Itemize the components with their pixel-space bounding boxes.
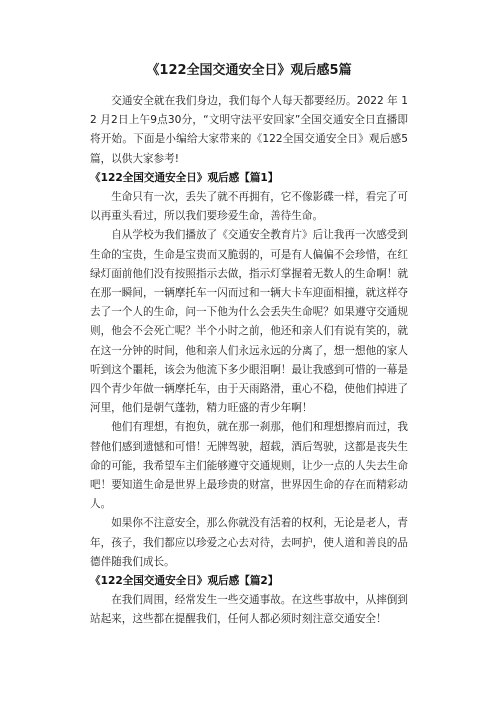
section-2-paragraph-1: 在我们周围，经常发生一些交通事故。在这些事故中，从摔倒到站起来，这些都在提醒我们，任何人都必须时刻注意交通安全！ xyxy=(90,594,408,626)
section-1-paragraph-3: 他们有理想，有抱负，就在那一刹那，他们和理想擦肩而过，我替他们感到遗憾和可惜！无牌驾驶，超载，酒后驾驶，这都是丧失生命的可能，我希望车主们能够遵守交通规则，让少一点的人失去生命吧！要知道生命是世界上最珍贵的财富，世界因生命的存在而精彩动人。 xyxy=(90,421,408,511)
section-1-paragraph-2: 自从学校为我们播放了《交通安全教育片》后让我再一次感受到生命的宝贵，生命是宝贵而又脆弱的，可是有人偏偏不会珍惜，在红绿灯面前他们没有按照指示去做，指示灯掌握着无数人的生命啊！就在那一瞬间，一辆摩托车一闪而过和一辆大卡车迎面相撞，就这样夺去了一个人的生命，问一下他为什么会丢失生命呢？如果遵守交通规则，他会不会死亡呢？半个小时之前，他还和亲人们有说有笑的，就在这一分钟的时间，他和亲人们永远永远的分离了，想一想他的家人听到这个噩耗，该会为他流下多少眼泪啊！最让我感到可惜的一幕是四个青少年做一辆摩托车，由于天雨路滑，重心不稳，使他们掉进了河里，他们是朝气蓬勃，精力旺盛的青少年啊！ xyxy=(90,229,408,415)
intro-paragraph: 交通安全就在我们身边，我们每个人每天都要经历。2022 年 12 月2日上午9点30分，“文明守法平安回家”全国交通安全日直播即将开始。下面是小编给大家带来的《122全国交通安全日》观后感5篇，以供大家参考! xyxy=(90,95,408,165)
section-1-heading: 《122全国交通安全日》观后感【篇1】 xyxy=(90,171,279,184)
document-page xyxy=(90,62,408,630)
section-2-heading: 《122全国交通安全日》观后感【篇2】 xyxy=(90,575,279,588)
section-1-paragraph-1: 生命只有一次，丢失了就不再拥有，它不像影碟一样，看完了可以再重头看过，所以我们要珍爱生命，善待生命。 xyxy=(90,191,408,223)
document-title: 《122全国交通安全日》观后感5篇 xyxy=(146,63,352,78)
section-1-paragraph-4: 如果你不注意安全，那么你就没有活着的权利，无论是老人，青年，孩子，我们都应以珍爱之心去对待，去呵护，使人道和善良的品德伴随我们成长。 xyxy=(90,517,408,568)
